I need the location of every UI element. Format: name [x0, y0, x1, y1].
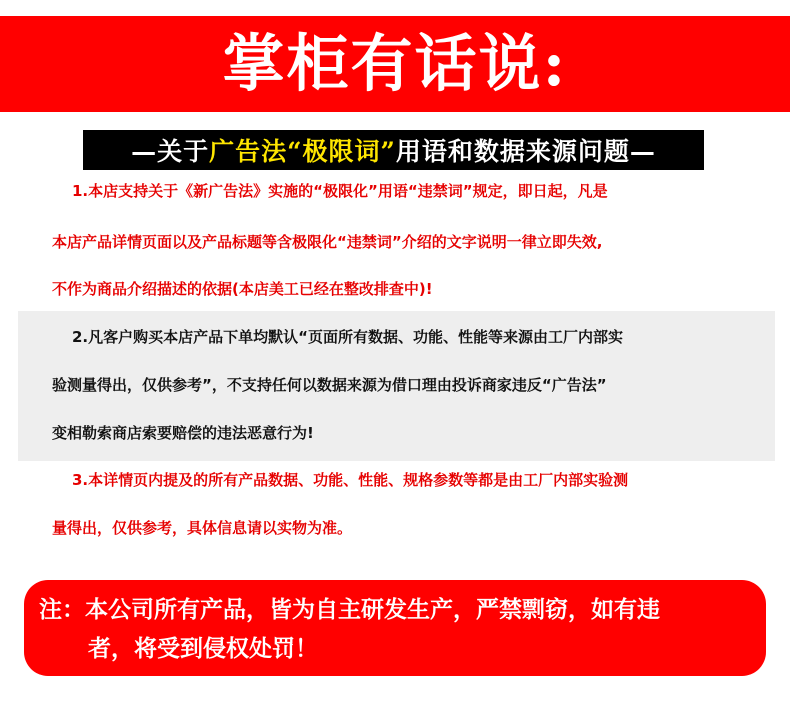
subtitle-bar: [83, 130, 704, 170]
banner-title: 掌柜有话说:: [222, 27, 568, 100]
notice-box: [24, 580, 766, 676]
paragraph-3-line-2: 量得出，仅供参考，具体信息请以实物为准。: [52, 519, 353, 537]
paragraph-3-line-1: 3.本详情页内提及的所有产品数据、功能、性能、规格参数等都是由工厂内部实验测: [72, 471, 629, 489]
notice-line-2: 者，将受到侵权处罚！: [88, 636, 318, 662]
paragraph-1-line-3: 不作为商品介绍描述的依据(本店美工已经在整改排查中)!: [52, 280, 433, 298]
subtitle-highlight: 广告法“极限词”: [209, 137, 396, 166]
paragraph-1-line-2: 本店产品详情页面以及产品标题等含极限化“违禁词”介绍的文字说明一律立即失效,: [52, 233, 603, 251]
notice-line-1: 注：本公司所有产品，皆为自主研发生产，严禁剽窃，如有违: [39, 597, 660, 623]
paragraph-1-line-1: 1.本店支持关于《新广告法》实施的“极限化”用语“违禁词”规定，即日起，凡是: [72, 182, 608, 200]
paragraph-2-line-2: 验测量得出，仅供参考”，不支持任何以数据来源为借口理由投诉商家违反“广告法”: [52, 376, 607, 394]
paragraph-2-line-3: 变相勒索商店索要赔偿的违法恶意行为!: [52, 424, 314, 442]
subtitle-suffix: 用语和数据来源问题—: [395, 137, 656, 166]
header-banner: [0, 16, 790, 112]
subtitle-prefix: —关于: [131, 137, 210, 166]
paragraph-2-line-1: 2.凡客户购买本店产品下单均默认“页面所有数据、功能、性能等来源由工厂内部实: [72, 328, 623, 346]
